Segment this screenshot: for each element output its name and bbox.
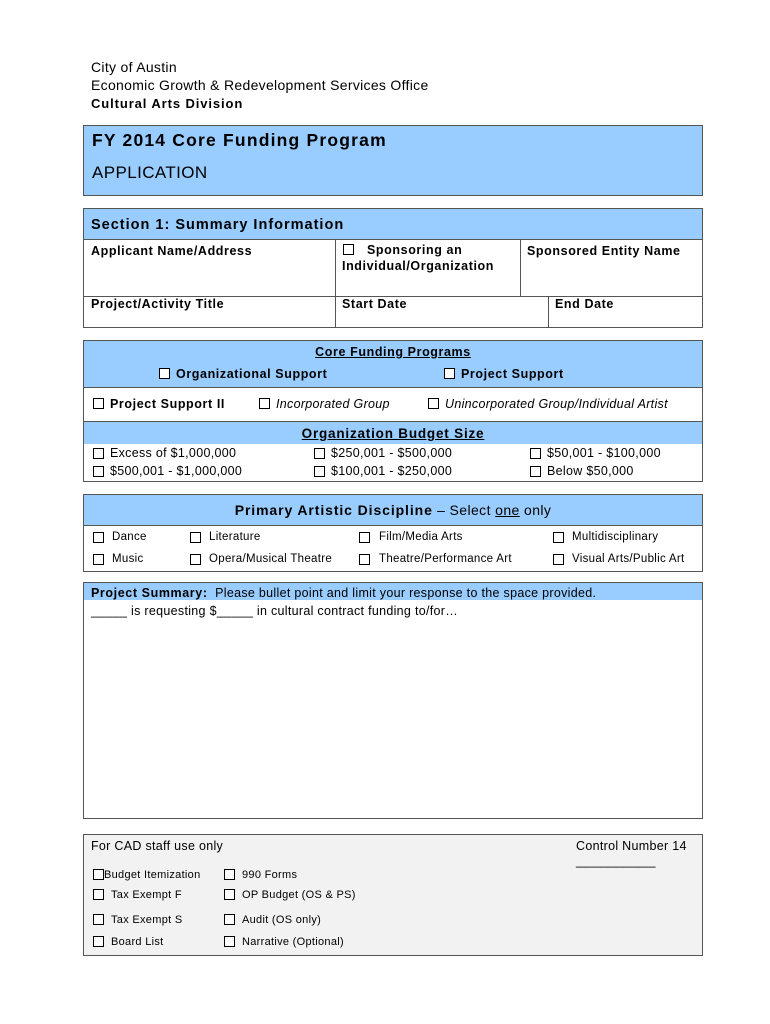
form-subtitle: APPLICATION <box>92 163 208 182</box>
staff-checkbox-tax-exempt-f[interactable] <box>93 889 104 900</box>
end-date-label: End Date <box>555 297 614 311</box>
discipline-box <box>83 494 703 572</box>
discipline-label: Visual Arts/Public Art <box>572 553 685 565</box>
budget-option: $250,001 - $500,000 <box>331 446 453 460</box>
divider <box>548 296 549 327</box>
discipline-heading-dash: – Select <box>437 502 496 518</box>
discipline-checkbox-multidisciplinary[interactable] <box>553 532 564 543</box>
discipline-heading-bold: Primary Artistic Discipline <box>234 502 433 518</box>
budget-checkbox[interactable] <box>530 466 541 477</box>
discipline-heading-only: only <box>519 502 552 518</box>
staff-checkbox-narrative[interactable] <box>224 936 235 947</box>
budget-checkbox[interactable] <box>530 448 541 459</box>
org-office: Economic Growth & Redevelopment Services Office <box>91 77 429 93</box>
sponsoring-checkbox[interactable] <box>343 244 354 255</box>
discipline-label: Music <box>112 553 144 565</box>
summary-box <box>83 582 703 819</box>
organizational-support-label: Organizational Support <box>176 367 328 381</box>
project-support-checkbox[interactable] <box>444 368 455 379</box>
budget-header <box>84 421 702 444</box>
programs-box <box>83 340 703 482</box>
discipline-label: Theatre/Performance Art <box>379 553 512 565</box>
discipline-checkbox-opera[interactable] <box>190 554 201 565</box>
staff-checkbox-audit[interactable] <box>224 914 235 925</box>
divider <box>335 240 336 296</box>
project-support-label: Project Support <box>461 367 564 381</box>
section1-box <box>83 208 703 328</box>
staff-item-label: Tax Exempt S <box>111 914 183 926</box>
title-box <box>83 125 703 196</box>
unincorporated-group-label: Unincorporated Group/Individual Artist <box>445 397 668 411</box>
organizational-support-checkbox[interactable] <box>159 368 170 379</box>
staff-checkbox-board-list[interactable] <box>93 936 104 947</box>
staff-checkbox-990-forms[interactable] <box>224 869 235 880</box>
org-city: City of Austin <box>91 59 177 75</box>
sponsoring-label-2: Individual/Organization <box>342 259 495 273</box>
staff-checkbox-tax-exempt-s[interactable] <box>93 914 104 925</box>
staff-item-label: Audit (OS only) <box>242 914 322 926</box>
budget-heading: Organization Budget Size <box>301 426 485 441</box>
staff-item-label: Budget Itemization <box>104 869 201 881</box>
project-support-ii-checkbox[interactable] <box>93 398 104 409</box>
staff-checkbox-op-budget[interactable] <box>224 889 235 900</box>
budget-option: $100,001 - $250,000 <box>331 464 453 478</box>
project-title-label: Project/Activity Title <box>91 297 225 311</box>
budget-checkbox[interactable] <box>314 448 325 459</box>
summary-instruction: Please bullet point and limit your response to the space provided. <box>215 586 597 600</box>
incorporated-group-label: Incorporated Group <box>276 397 390 411</box>
discipline-checkbox-theatre[interactable] <box>359 554 370 565</box>
staff-heading: For CAD staff use only <box>91 839 224 853</box>
budget-checkbox[interactable] <box>93 448 104 459</box>
start-date-label: Start Date <box>342 297 408 311</box>
summary-label: Project Summary: <box>91 586 208 600</box>
discipline-checkbox-visual-arts[interactable] <box>553 554 564 565</box>
discipline-label: Multidisciplinary <box>572 531 659 543</box>
budget-option: Excess of $1,000,000 <box>110 446 237 460</box>
divider <box>520 240 521 296</box>
summary-request-line: _____ is requesting $_____ in cultural contract funding to/for… <box>91 604 459 618</box>
discipline-checkbox-film[interactable] <box>359 532 370 543</box>
control-number-blank: ___________ <box>576 854 656 868</box>
staff-checkbox-budget-itemization[interactable] <box>93 869 104 880</box>
programs-heading: Core Funding Programs <box>315 345 471 359</box>
budget-option: Below $50,000 <box>547 464 634 478</box>
discipline-checkbox-literature[interactable] <box>190 532 201 543</box>
incorporated-group-checkbox[interactable] <box>259 398 270 409</box>
org-division: Cultural Arts Division <box>91 96 244 111</box>
discipline-header <box>84 495 702 526</box>
divider <box>335 296 336 327</box>
form-title: FY 2014 Core Funding Program <box>92 130 387 150</box>
applicant-label: Applicant Name/Address <box>91 244 253 258</box>
discipline-label: Opera/Musical Theatre <box>209 553 333 565</box>
summary-text-area[interactable] <box>86 623 700 815</box>
discipline-checkbox-dance[interactable] <box>93 532 104 543</box>
unincorporated-group-checkbox[interactable] <box>428 398 439 409</box>
project-support-ii-label: Project Support II <box>110 397 225 411</box>
sponsored-entity-label: Sponsored Entity Name <box>527 244 681 258</box>
section1-heading: Section 1: Summary Information <box>91 217 345 233</box>
discipline-heading <box>84 502 702 518</box>
budget-option: $500,001 - $1,000,000 <box>110 464 243 478</box>
sponsoring-label-1: Sponsoring an <box>367 243 463 257</box>
budget-checkbox[interactable] <box>314 466 325 477</box>
staff-item-label: Narrative (Optional) <box>242 936 344 948</box>
staff-item-label: OP Budget (OS & PS) <box>242 889 356 901</box>
discipline-label: Film/Media Arts <box>379 531 463 543</box>
staff-box <box>83 834 703 956</box>
discipline-heading-one: one <box>495 502 520 518</box>
section1-header <box>84 209 702 240</box>
discipline-label: Dance <box>112 531 147 543</box>
control-number-label: Control Number 14 <box>576 839 687 853</box>
staff-item-label: Tax Exempt F <box>111 889 182 901</box>
staff-item-label: 990 Forms <box>242 869 298 881</box>
budget-option: $50,001 - $100,000 <box>547 446 661 460</box>
programs-header <box>84 341 702 388</box>
discipline-checkbox-music[interactable] <box>93 554 104 565</box>
summary-instruction-line <box>91 586 596 600</box>
budget-checkbox[interactable] <box>93 466 104 477</box>
discipline-label: Literature <box>209 531 261 543</box>
staff-item-label: Board List <box>111 936 164 948</box>
